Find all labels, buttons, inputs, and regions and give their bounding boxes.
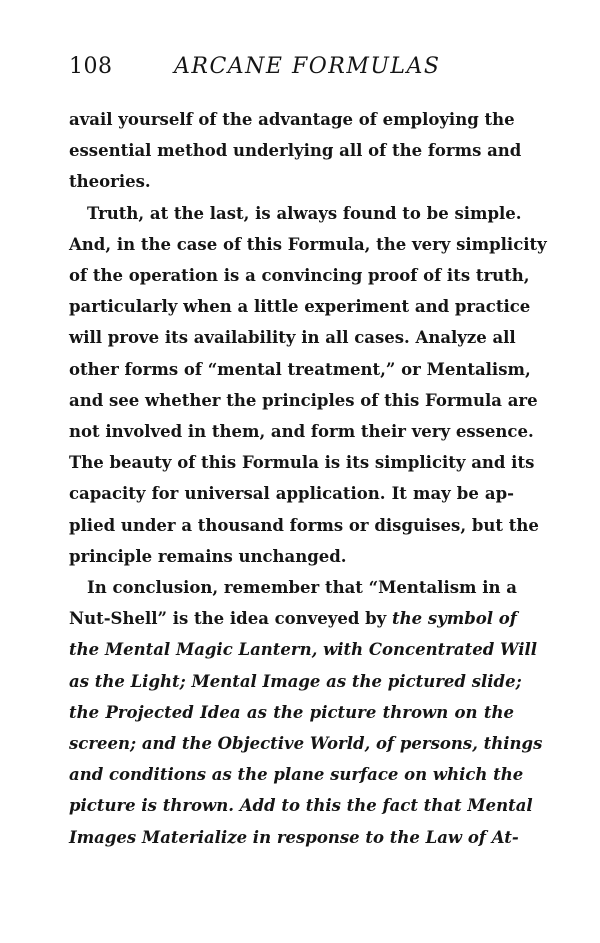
paragraph-3	[69, 572, 543, 853]
page-number: 108	[69, 54, 113, 79]
text-line-italic: Images Materialize in response to the Law of At-	[69, 827, 519, 847]
text-line-italic: the Mental Magic Lantern, with Concentrated Will	[69, 640, 538, 660]
text-line: essential method underlying all of the forms and	[69, 141, 522, 161]
text-line-italic: the Projected Idea as the picture thrown on the	[69, 702, 514, 722]
text-line: and see whether the principles of this Formula are	[69, 390, 538, 410]
text-line: Truth, at the last, is always found to be simple.	[87, 203, 522, 223]
text-line-italic: picture is thrown. Add to this the fact that Mental	[69, 796, 533, 816]
text-line-italic: as the Light; Mental Image as the pictured slide;	[69, 671, 522, 691]
text-line-italic: screen; and the Objective World, of persons, things	[69, 734, 543, 754]
paragraph-2	[69, 198, 547, 572]
body-text	[69, 104, 547, 853]
text-line: avail yourself of the advantage of employing the	[69, 110, 515, 129]
text-line: capacity for universal application. It may be ap-	[69, 484, 514, 504]
text-line: The beauty of this Formula is its simplicity and its	[69, 453, 535, 473]
text-line: other forms of “mental treatment,” or Mentalism,	[69, 359, 531, 379]
text-roman: Nut-Shell” is the idea conveyed by	[69, 609, 392, 629]
page-header	[69, 50, 514, 84]
running-title: ARCANE FORMULAS	[174, 54, 441, 79]
text-line: principle remains unchanged.	[69, 546, 347, 566]
text-line: plied under a thousand forms or disguises, but the	[69, 515, 539, 535]
text-italic: the symbol of	[392, 609, 517, 629]
text-line: particularly when a little experiment and practice	[69, 297, 531, 317]
text-line: In conclusion, remember that “Mentalism in a	[87, 578, 517, 598]
text-line-mixed	[69, 603, 517, 634]
text-line: And, in the case of this Formula, the very simplicity	[69, 234, 547, 254]
text-line: will prove its availability in all cases. Analyze all	[69, 328, 516, 348]
text-line-italic: and conditions as the plane surface on which the	[69, 765, 524, 785]
text-line: not involved in them, and form their very essence.	[69, 422, 534, 442]
text-line: of the operation is a convincing proof of its truth,	[69, 266, 530, 286]
text-line: theories.	[69, 172, 151, 192]
paragraph-1	[69, 104, 522, 198]
